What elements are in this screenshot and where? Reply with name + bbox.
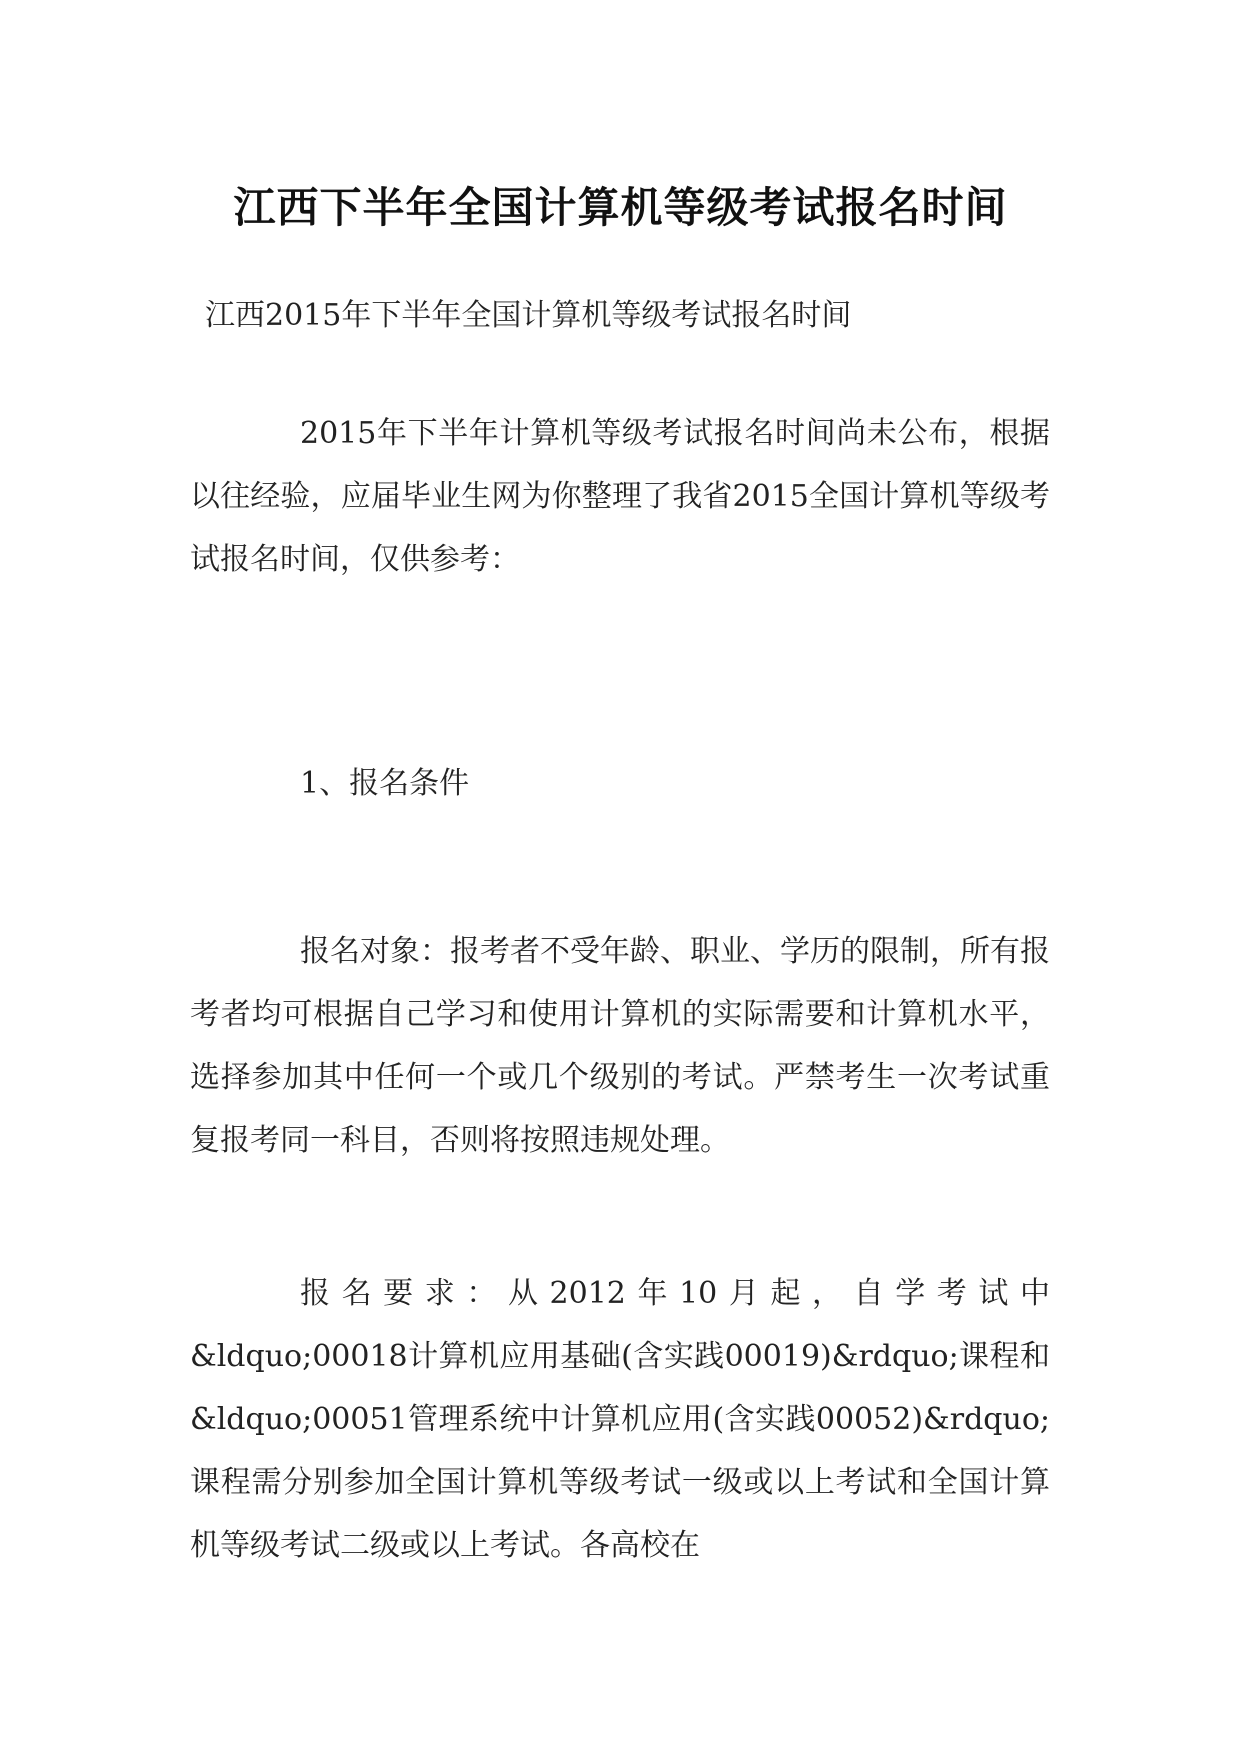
document-title: 江西下半年全国计算机等级考试报名时间 bbox=[233, 183, 1008, 233]
requirements-paragraph: 报名要求：从2012年10月起，自学考试中&ldquo;00018计算机应用基础(含实践00019)&rdquo;课程和&ldquo;00051管理系统中计算机应用(含实践00052)&rdquo;课程需分别参加全国计算机等级考试一级或以上考试和全国计算机等级考试二级或以上考试。各高校在 bbox=[190, 1276, 1050, 1563]
eligibility-paragraph: 报名对象：报考者不受年龄、职业、学历的限制，所有报考者均可根据自己学习和使用计算机的实际需要和计算机水平，选择参加其中任何一个或几个级别的考试。严禁考生一次考试重复报考同一科目，否则将按照违规处理。 bbox=[190, 934, 1050, 1158]
section-heading-registration-conditions: 1、报名条件 bbox=[300, 766, 470, 801]
document-subtitle: 江西2015年下半年全国计算机等级考试报名时间 bbox=[205, 298, 852, 333]
intro-paragraph: 2015年下半年计算机等级考试报名时间尚未公布，根据以往经验，应届毕业生网为你整理了我省2015全国计算机等级考试报名时间，仅供参考： bbox=[190, 416, 1050, 577]
